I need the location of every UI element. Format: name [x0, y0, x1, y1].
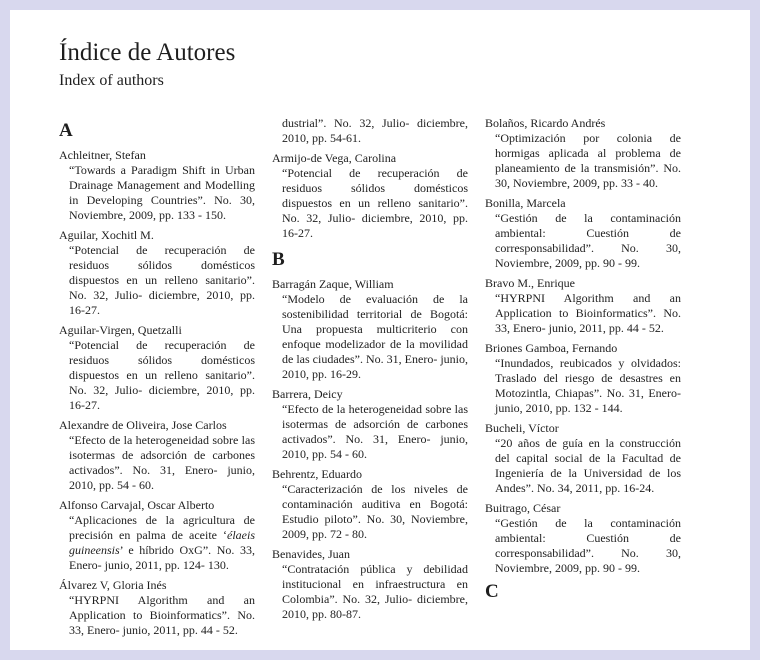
author-entry [59, 323, 255, 413]
author-name: Bolaños, Ricardo Andrés [485, 116, 606, 130]
author-entry [485, 116, 681, 191]
author-entry [485, 501, 681, 576]
author-name: Behrentz, Eduardo [272, 467, 362, 481]
author-name: Bonilla, Marcela [485, 196, 566, 210]
author-name: Benavides, Juan [272, 547, 350, 561]
author-name: Aguilar-Virgen, Quetzalli [59, 323, 182, 337]
entry-reference: “Potencial de recuperación de residuos sólidos domésticos dispuestos en un relleno sanitario”. No. 32, Julio- diciembre, 2010, pp. 16-27. [69, 338, 255, 412]
entry-reference: “Contratación pública y debilidad institucional en infraestructura en Colombia”. No. 32, Julio- diciembre, 2010, pp. 80-87. [282, 562, 468, 621]
page-subtitle: Index of authors [59, 72, 164, 89]
author-entry [59, 148, 255, 223]
author-name: Barrera, Deicy [272, 387, 343, 401]
entry-reference: “Inundados, reubicados y olvidados: Traslado del riesgo de desastres en Motozintla, Chiapas”. No. 31, Enero- junio, 2010, pp. 132 - 144. [495, 356, 681, 415]
author-entry [485, 276, 681, 336]
author-name: Buitrago, César [485, 501, 561, 515]
author-entry [59, 418, 255, 493]
author-entry [272, 387, 468, 462]
author-entry [272, 547, 468, 622]
author-name: Bucheli, Víctor [485, 421, 559, 435]
entry-reference: “Gestión de la contaminación ambiental: Cuestión de corresponsabilidad”. No. 30, Noviembre, 2009, pp. 90 - 99. [495, 516, 681, 575]
entry-reference: “Optimización por colonia de hormigas aplicada al problema de planeamiento de la transmisión”. No. 30, Noviembre, 2009, pp. 33 - 40. [495, 131, 681, 190]
author-name: Bravo M., Enrique [485, 276, 575, 290]
entry-reference: “Caracterización de los niveles de contaminación auditiva en Bogotá: Estudio piloto”. No. 30, Noviembre, 2009, pp. 72 - 80. [282, 482, 468, 541]
entry-reference: “HYRPNI Algorithm and an Application to Bioinformatics”. No. 33, Enero- junio, 2011, pp. 44 - 52. [495, 291, 681, 335]
author-name: Barragán Zaque, William [272, 277, 394, 291]
section-letter: B [272, 249, 285, 270]
author-entry [272, 467, 468, 542]
author-name: Briones Gamboa, Fernando [485, 341, 618, 355]
ref-italic-text: élaeis guineensis [69, 528, 255, 557]
document-page [10, 10, 750, 650]
section-letter: A [59, 120, 73, 141]
entry-reference: “Gestión de la contaminación ambiental: Cuestión de corresponsabilidad”. No. 30, Noviembre, 2009, pp. 90 - 99. [495, 211, 681, 270]
ref-text: “Aplicaciones de la agricultura de precisión en palma de aceite ‘ [69, 513, 255, 542]
author-entry [59, 498, 255, 573]
entry-reference: “Potencial de recuperación de residuos sólidos domésticos dispuestos en un relleno sanitario”. No. 32, Julio- diciembre, 2010, pp. 16-27. [69, 243, 255, 317]
entry-reference [59, 513, 255, 573]
author-entry [272, 277, 468, 382]
section-letter: C [485, 581, 499, 602]
entry-reference: “Efecto de la heterogeneidad sobre las isotermas de adsorción de carbones activados”. No. 31, Enero- junio, 2010, pp. 54 - 60. [282, 402, 468, 461]
column-2 [272, 116, 468, 627]
ref-text: ’ e híbrido OxG”. No. 33, Enero- junio, 2011, pp. 124- 130. [69, 543, 255, 572]
author-name: Aguilar, Xochitl M. [59, 228, 154, 242]
entry-ref-continuation: dustrial”. No. 32, Julio- diciembre, 2010, pp. 54-61. [282, 116, 468, 145]
entry-reference: “HYRPNI Algorithm and an Application to Bioinformatics”. No. 33, Enero- junio, 2011, pp. 44 - 52. [69, 593, 255, 637]
entry-reference: “Efecto de la heterogeneidad sobre las isotermas de adsorción de carbones activados”. No. 31, Enero- junio, 2010, pp. 54 - 60. [69, 433, 255, 492]
page-title: Índice de Autores [59, 39, 236, 66]
entry-reference: “Potencial de recuperación de residuos sólidos domésticos dispuestos en un relleno sanitario”. No. 32, Julio- diciembre, 2010, pp. 16-27. [282, 166, 468, 240]
entry-reference: “Modelo de evaluación de la sostenibilidad territorial de Bogotá: Una propuesta multicriterio con enfoque modelizador de la movilidad de las ciudades”. No. 31, Enero- junio, 2010, pp. 16-29. [282, 292, 468, 381]
author-entry [59, 578, 255, 638]
author-entry [59, 228, 255, 318]
author-entry [272, 151, 468, 241]
column-3 [485, 116, 681, 609]
author-name: Alexandre de Oliveira, Jose Carlos [59, 418, 227, 432]
author-name: Armijo-de Vega, Carolina [272, 151, 397, 165]
author-name: Achleitner, Stefan [59, 148, 146, 162]
author-entry [485, 196, 681, 271]
column-1 [59, 116, 255, 643]
author-entry [485, 341, 681, 416]
author-name: Alfonso Carvajal, Oscar Alberto [59, 498, 215, 512]
entry-reference: “20 años de guía en la construcción del capital social de la Facultad de Ingeniería de la Universidad de los Andes”. No. 34, 2011, pp. 16-24. [495, 436, 681, 495]
author-entry [485, 421, 681, 496]
author-name: Álvarez V, Gloria Inés [59, 578, 167, 592]
entry-reference: “Towards a Paradigm Shift in Urban Drainage Management and Modelling in Developing Countries”. No. 30, Noviembre, 2009, pp. 133 - 150. [69, 163, 255, 222]
